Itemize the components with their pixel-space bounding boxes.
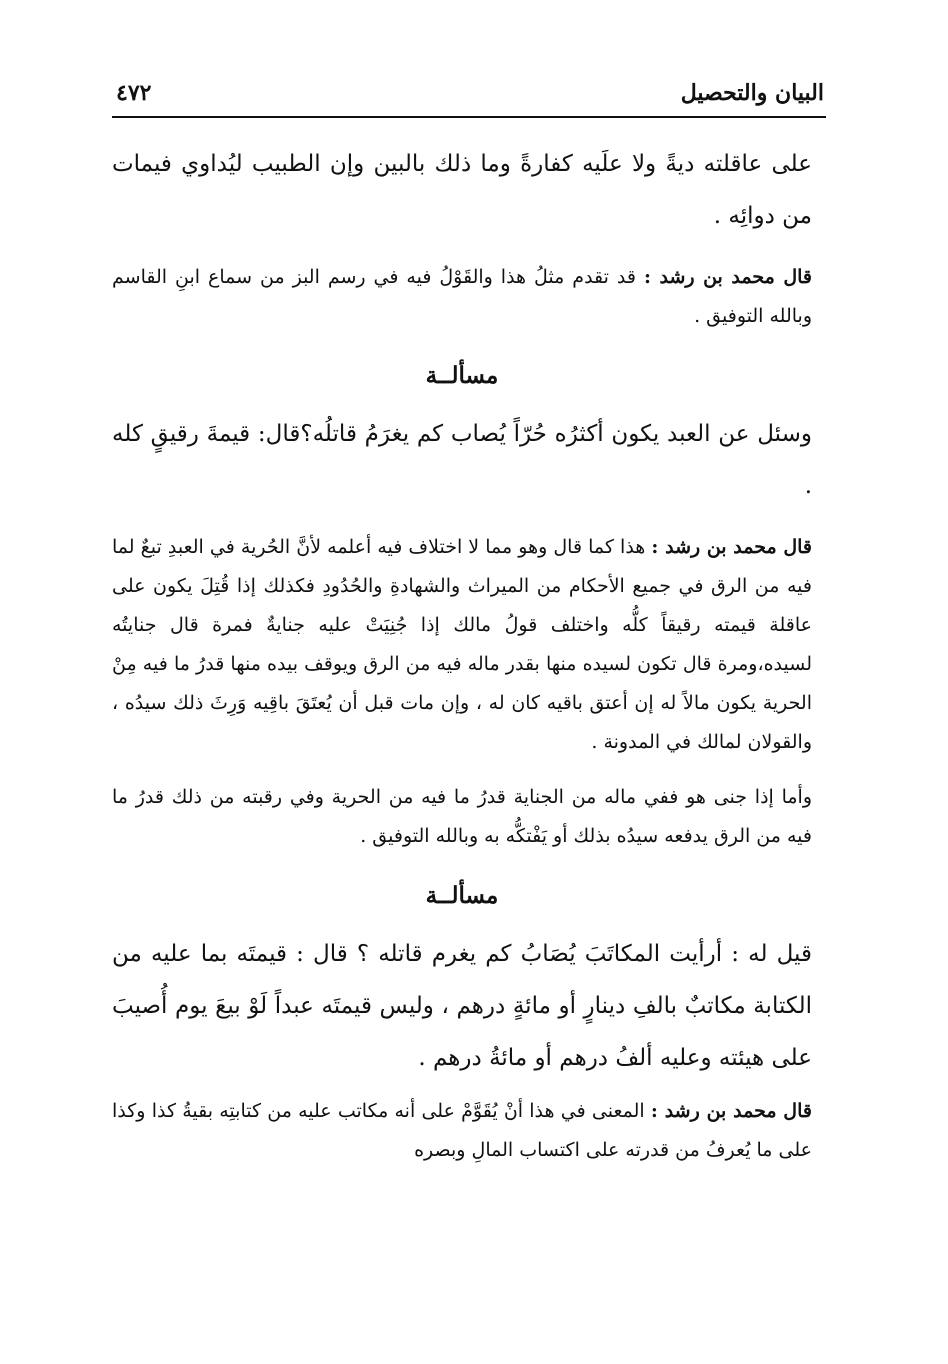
commentary-text: قد تقدم مثلُ هذا والقَوْلُ فيه في رسم البز من سماع ابنِ القاسم وبالله التوفيق . xyxy=(112,266,812,327)
commentary-text: وأما إذا جنى هو ففي ماله من الجناية قدرُ ما فيه من الحرية وفي رقبته من ذلك قدرُ ما فيه من الرق يدفعه سيدُه بذلك أو يَفْتكُّه به وبالله التوفيق . xyxy=(112,786,812,847)
speaker-label: قال محمد بن رشد : xyxy=(651,536,812,558)
commentary-paragraph xyxy=(112,778,812,856)
paragraph-text: قيل له : أرأيت المكاتَبَ يُصَابُ كم يغرم قاتله ؟ قال : قيمتَه بما عليه من الكتابة مكاتبٌ بالفِ دينارٍ أو مائةٍ درهم ، وليس قيمتَه عبداً لَوْ بيعَ يوم أُصيبَ على هيئته وعليه ألفُ درهم أو مائةُ درهم . xyxy=(112,941,812,1071)
paragraph-text: على عاقلته ديةً ولا علَيه كفارةً وما ذلك بالبين وإن الطبيب ليُداوي فيمات من دوائِه . xyxy=(112,151,812,229)
commentary-text: المعنى في هذا أنْ يُقَوَّمْ على أنه مكاتب عليه من كتابتِه بقيةُ كذا وكذا على ما يُعرفُ من قدرته على اكتساب المالِ وبصره xyxy=(112,1100,812,1161)
section-heading: مسألــة xyxy=(425,882,499,909)
commentary-text: هذا كما قال وهو مما لا اختلاف فيه أعلمه لأنَّ الحُرية في العبدِ تبعٌ لما فيه من الرق في جميع الأحكام من الميراث والشهادةِ والحُدُودِ فكذلك إذا قُتِلَ يكون على عاقلة قيمته رقيقاً كلُّه واختلف قولُ مالك إذا جُنِيَتْ عليه جنايةٌ فمرة قال جنايتُه لسيده،ومرة قال تكون لسيده منها بقدر ماله فيه من الرق ويوقف بيده منها قدرُ ما فيه مِنْ الحرية يكون مالاً له إن أعتق باقيه كان له ، وإن مات قبل أن يُعتَقَ باقِيه وَرِثَ ذلك سيدُه ، والقولان لمالك في المدونة . xyxy=(112,536,812,753)
speaker-label: قال محمد بن رشد : xyxy=(650,1100,812,1122)
commentary-paragraph xyxy=(112,258,812,336)
question-paragraph xyxy=(112,408,812,512)
header-rule xyxy=(112,116,826,118)
page-number: ٤٧٢ xyxy=(116,80,152,106)
page-header xyxy=(112,72,826,116)
commentary-paragraph xyxy=(112,1092,812,1170)
question-paragraph xyxy=(112,928,812,1084)
paragraph-text: وسئل عن العبد يكون أكثرُه حُرّاً يُصاب كم يغرَمُ قاتلُه؟قال: قيمةَ رقيقٍ كله . xyxy=(112,421,812,499)
section-heading: مسألــة xyxy=(425,362,499,389)
commentary-paragraph xyxy=(112,528,812,762)
running-title: البيان والتحصيل xyxy=(680,80,824,106)
speaker-label: قال محمد بن رشد : xyxy=(643,266,812,288)
paragraph-continuation xyxy=(112,138,812,242)
page-body xyxy=(112,138,812,1170)
